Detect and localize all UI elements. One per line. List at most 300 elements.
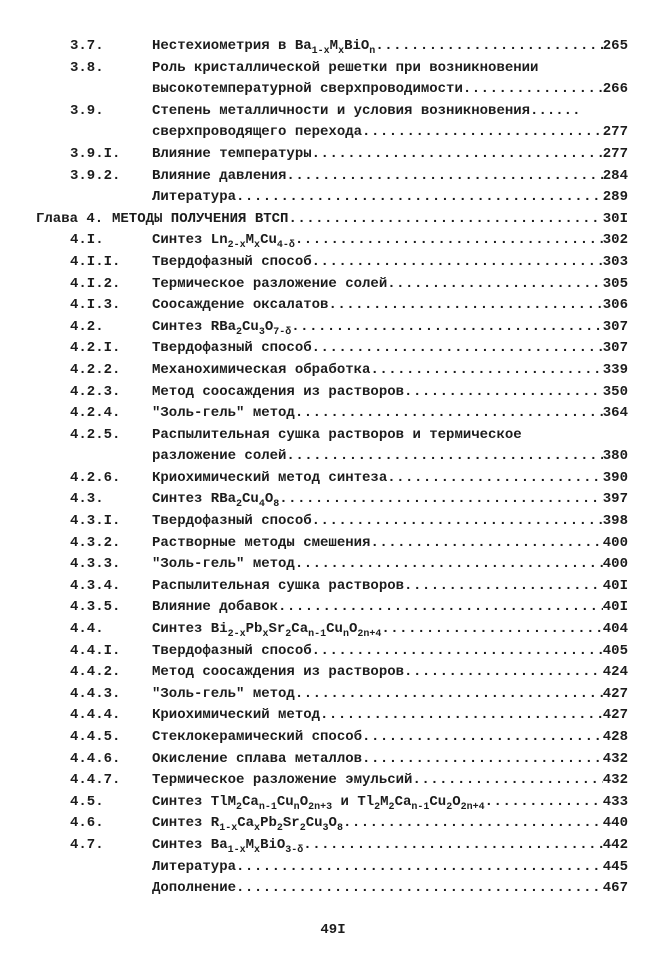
title-text: Cu (242, 318, 259, 335)
formula-subscript: 4-δ (276, 240, 295, 252)
section-title (152, 792, 485, 814)
dot-leader (312, 511, 603, 533)
chapter-heading (0, 209, 666, 231)
title-text: Синтез Ln (152, 232, 228, 249)
title-text: Pb (260, 815, 277, 832)
section-title (152, 338, 312, 360)
entry-body (152, 58, 628, 80)
dot-leader (362, 727, 603, 749)
entry-body (152, 792, 628, 814)
page-number-ref: 427 (602, 707, 628, 724)
formula-subscript: n (293, 801, 300, 813)
section-number: 4.4. (70, 621, 104, 638)
title-text: Криохимический метод синтеза (152, 469, 388, 486)
entry-body (152, 857, 628, 879)
toc-entry (0, 403, 666, 425)
dot-leader (303, 835, 602, 857)
section-number: 4.2. (70, 318, 104, 335)
dot-leader (370, 360, 602, 382)
dot-leader (286, 166, 602, 188)
page-number-ref: 432 (602, 772, 628, 789)
section-number: 4.4.7. (70, 772, 121, 789)
toc-entry (0, 468, 666, 490)
title-text: O (299, 793, 309, 810)
dot-leader (236, 187, 603, 209)
title-text: Синтез TlM (152, 793, 237, 810)
title-text: сверхпроводящего перехода (152, 124, 363, 141)
title-text: O (264, 491, 274, 508)
toc-entry (0, 684, 666, 706)
formula-subscript: 3 (258, 326, 265, 338)
section-number: 4.3. (70, 491, 104, 508)
section-title (152, 727, 362, 749)
page-number-ref: 350 (602, 383, 628, 400)
page-number-ref: 265 (602, 38, 628, 54)
entry-body (152, 317, 628, 339)
dot-leader (404, 662, 603, 684)
page-number-ref: 442 (602, 836, 628, 853)
formula-subscript: n-1 (308, 629, 327, 641)
entry-body (152, 511, 628, 533)
toc-entry (0, 489, 666, 511)
dot-leader (381, 619, 602, 641)
entry-body (152, 338, 628, 360)
section-number: 4.4.6. (70, 750, 121, 767)
page-number-ref: 284 (602, 167, 628, 184)
section-number: 4.4.3. (70, 685, 121, 702)
title-text: BiO (260, 836, 286, 853)
section-title (152, 144, 312, 166)
formula-subscript: 8 (336, 823, 343, 835)
title-text: M (329, 38, 339, 54)
entry-body (152, 166, 628, 188)
page-number-ref: 302 (602, 232, 628, 249)
entry-body (152, 727, 628, 749)
title-text: Cu (326, 621, 343, 638)
formula-subscript: 2n+4 (357, 629, 382, 641)
page-number-ref: 307 (602, 318, 628, 335)
entry-body (152, 382, 628, 404)
title-text: Cu (276, 793, 294, 810)
page-number-ref: 433 (602, 793, 628, 810)
section-title (152, 425, 522, 447)
page-number-ref: 277 (602, 145, 628, 162)
section-number: 4.2.3. (70, 383, 121, 400)
section-number: 4.I.2. (70, 275, 121, 292)
entry-body (152, 662, 628, 684)
section-title (152, 58, 538, 80)
section-number: 4.I.I. (70, 253, 121, 270)
dot-leader (320, 705, 603, 727)
formula-subscript: 2n+4 (460, 801, 485, 813)
dot-leader (362, 749, 603, 771)
title-text: Sr (268, 621, 286, 638)
page-number-ref: 390 (602, 469, 628, 486)
page-number-ref: 400 (602, 534, 628, 551)
title-text: Твердофазный способ (152, 642, 312, 659)
title-text: Ca (237, 815, 255, 832)
title-text: Ca (242, 793, 259, 810)
section-number: 4.4.4. (70, 707, 121, 724)
title-text: Окисление сплава металлов (152, 750, 363, 767)
formula-subscript: n (342, 629, 349, 641)
entry-body (152, 705, 628, 727)
section-number: 4.2.5. (70, 426, 121, 443)
page-number-ref: 40I (602, 577, 628, 594)
formula-subscript: n (369, 46, 376, 57)
section-title (152, 468, 387, 490)
section-number: 4.I. (70, 232, 104, 249)
dot-leader (288, 209, 602, 231)
formula-subscript: 2 (276, 823, 283, 835)
page-number-ref: 400 (602, 556, 628, 573)
section-title (152, 36, 375, 58)
section-title (152, 705, 320, 727)
dot-leader (236, 857, 603, 879)
section-title (152, 511, 312, 533)
section-title (152, 835, 303, 857)
page-number-ref: 364 (602, 405, 628, 422)
page-number-ref: 339 (602, 361, 628, 378)
page-number-ref: 467 (602, 880, 628, 897)
title-text: Механохимическая обработка (152, 361, 371, 378)
toc-entry (0, 79, 666, 101)
title-text: Твердофазный способ (152, 513, 312, 530)
entry-body (152, 576, 628, 598)
entry-body (152, 468, 628, 490)
title-text: Метод соосаждения из растворов (152, 664, 405, 681)
section-number: 4.2.2. (70, 361, 121, 378)
toc-entry (0, 554, 666, 576)
entry-body (152, 813, 628, 835)
toc-entry (0, 101, 666, 123)
dot-leader (485, 792, 603, 814)
toc-entry (0, 727, 666, 749)
formula-subscript: 2-x (227, 629, 246, 641)
chapter-label: Глава 4. (36, 210, 104, 227)
formula-subscript: 7-δ (273, 326, 292, 338)
formula-subscript: 2 (374, 801, 381, 813)
title-text: Стеклокерамический способ (152, 729, 363, 745)
dot-leader (286, 446, 602, 468)
title-text: Термическое разложение эмульсий (152, 772, 413, 789)
title-text: Pb (245, 621, 263, 638)
toc-entry (0, 252, 666, 274)
title-text: Ca (291, 621, 309, 638)
section-title (152, 684, 295, 706)
section-title (152, 79, 463, 101)
dot-leader (312, 252, 603, 274)
toc-entry (0, 274, 666, 296)
title-text: M (245, 836, 255, 853)
section-title (152, 576, 404, 598)
formula-subscript: 2 (299, 823, 306, 835)
toc-entry (0, 835, 666, 857)
toc-entry (0, 878, 666, 900)
dot-leader (404, 382, 603, 404)
section-title (152, 662, 404, 684)
title-text: Твердофазный способ (152, 253, 312, 270)
title-text: Степень металличности и условия возникновения...... (152, 102, 581, 119)
entry-body (152, 252, 628, 274)
section-title (152, 252, 312, 274)
title-text: Влияние добавок (152, 599, 279, 616)
entry-body (152, 597, 628, 619)
title-text: Cu (305, 815, 323, 832)
title-text: Дополнение (152, 880, 237, 897)
title-text: Соосаждение оксалатов (152, 297, 329, 314)
formula-subscript: 2 (285, 629, 292, 641)
title-text: Cu (242, 491, 259, 508)
page-number-ref: 427 (602, 685, 628, 702)
toc-entry (0, 230, 666, 252)
section-title (152, 489, 279, 511)
entry-body (152, 274, 628, 296)
title-text: Распылительная сушка растворов (152, 577, 405, 594)
title-text: O (452, 793, 461, 810)
formula-subscript: n-1 (411, 801, 430, 813)
section-number: 3.8. (70, 59, 104, 76)
dot-leader (236, 878, 603, 900)
toc-entry (0, 857, 666, 879)
title-text: Синтез Bi (152, 621, 228, 638)
section-number: 4.2.I. (70, 340, 121, 357)
dot-leader (295, 684, 603, 706)
toc-entry (0, 597, 666, 619)
formula-subscript: 2 (446, 801, 453, 813)
page-number-ref: 405 (602, 642, 628, 659)
section-number: 4.3.3. (70, 556, 121, 573)
page-number-ref: 428 (602, 729, 628, 745)
title-text: Метод соосаждения из растворов (152, 383, 405, 400)
section-title (152, 597, 278, 619)
section-title (152, 122, 362, 144)
page-number-ref: 305 (602, 275, 628, 292)
section-number: 4.5. (70, 793, 104, 810)
toc-entry (0, 813, 666, 835)
section-title (152, 554, 295, 576)
entry-body (112, 209, 628, 231)
section-title (152, 230, 295, 252)
dot-leader (295, 554, 603, 576)
page-number-ref: 380 (602, 448, 628, 465)
section-title (152, 813, 343, 835)
formula-subscript: x (254, 844, 261, 856)
formula-subscript: x (254, 240, 261, 252)
dot-leader (343, 813, 603, 835)
section-title (152, 641, 312, 663)
entry-body (152, 122, 628, 144)
entry-body (152, 749, 628, 771)
entry-body (152, 835, 628, 857)
page-number-ref: 398 (602, 513, 628, 530)
title-text: Влияние давления (152, 167, 287, 184)
toc-entry (0, 122, 666, 144)
dot-leader (375, 36, 602, 58)
title-text: Синтез RBa (152, 491, 237, 508)
title-text: "Золь-гель" метод (152, 556, 295, 573)
section-number: 4.7. (70, 836, 104, 853)
toc-entry (0, 533, 666, 555)
page-number: 49I (320, 922, 346, 938)
page-number-ref: 30I (602, 210, 628, 227)
dot-leader (312, 338, 603, 360)
section-title (152, 317, 291, 339)
section-title (152, 403, 295, 425)
title-text: Термическое разложение солей (152, 275, 388, 292)
entry-body (152, 878, 628, 900)
entry-body (152, 360, 628, 382)
title-text: Растворные методы смешения (152, 534, 371, 551)
section-title (152, 857, 236, 879)
dot-leader (404, 576, 603, 598)
formula-subscript: 2 (388, 801, 395, 813)
dot-leader (279, 489, 603, 511)
toc-entry (0, 705, 666, 727)
toc-entry (0, 792, 666, 814)
title-text: Синтез R (152, 815, 220, 832)
formula-subscript: 2 (236, 326, 243, 338)
toc-entry (0, 338, 666, 360)
title-text: Распылительная сушка растворов и термическое (152, 426, 522, 443)
section-title (152, 749, 362, 771)
toc-entry (0, 317, 666, 339)
formula-subscript: 1-x (219, 823, 238, 835)
section-number: 4.4.5. (70, 729, 121, 745)
section-number: 4.4.2. (70, 664, 121, 681)
page-number-ref: 306 (602, 297, 628, 314)
section-title (152, 101, 580, 123)
dot-leader (312, 144, 603, 166)
entry-body (152, 230, 628, 252)
toc-entry (0, 641, 666, 663)
section-number: 4.I.3. (70, 297, 121, 314)
title-text: Нестехиометрия в Ba (152, 38, 312, 54)
section-number: 3.9.I. (70, 145, 121, 162)
formula-subscript: x (254, 823, 261, 835)
section-number: 4.2.4. (70, 405, 121, 422)
formula-subscript: 3-δ (285, 844, 304, 856)
section-title (152, 533, 370, 555)
toc-entry (0, 36, 666, 58)
entry-body (152, 295, 628, 317)
entry-body (152, 619, 628, 641)
section-title (152, 187, 236, 209)
title-text: "Золь-гель" метод (152, 405, 295, 422)
title-text: Cu (260, 232, 277, 249)
dot-leader (278, 597, 603, 619)
table-of-contents (0, 36, 666, 900)
dot-leader (412, 770, 602, 792)
section-title (152, 360, 370, 382)
dot-leader (312, 641, 603, 663)
title-text: M (380, 793, 389, 810)
toc-entry (0, 446, 666, 468)
section-title (152, 382, 404, 404)
toc-entry (0, 144, 666, 166)
section-title (152, 878, 236, 900)
page-number-ref: 432 (602, 750, 628, 767)
toc-entry (0, 360, 666, 382)
title-text: Твердофазный способ (152, 340, 312, 357)
formula-subscript: 4 (258, 499, 265, 511)
section-number: 4.6. (70, 815, 104, 832)
section-number: 4.2.6. (70, 469, 121, 486)
toc-entry (0, 576, 666, 598)
section-title (152, 770, 412, 792)
section-title (152, 295, 328, 317)
toc-entry (0, 295, 666, 317)
formula-subscript: 1-x (227, 844, 246, 856)
toc-entry (0, 58, 666, 80)
page-number-ref: 440 (602, 815, 628, 832)
title-text: Криохимический метод (152, 707, 321, 724)
section-title (152, 274, 387, 296)
entry-body (152, 554, 628, 576)
entry-body (152, 770, 628, 792)
section-number: 3.7. (70, 38, 104, 54)
dot-leader (328, 295, 602, 317)
title-text: Синтез Ba (152, 836, 228, 853)
dot-leader (370, 533, 602, 555)
section-title (152, 619, 381, 641)
entry-body (152, 144, 628, 166)
title-text: Синтез RBa (152, 318, 237, 335)
title-text: Cu (429, 793, 447, 810)
page-number-ref: 266 (602, 81, 628, 98)
section-title (152, 446, 286, 468)
page-number-ref: 303 (602, 253, 628, 270)
formula-subscript: 3 (322, 823, 329, 835)
title-text: "Золь-гель" метод (152, 685, 295, 702)
section-number: 4.3.4. (70, 577, 121, 594)
section-title (152, 166, 286, 188)
section-number: 4.3.5. (70, 599, 121, 616)
entry-body (152, 187, 628, 209)
title-text: высокотемпературной сверхпроводимости (152, 81, 463, 98)
title-text: O (264, 318, 274, 335)
title-text: МЕТОДЫ ПОЛУЧЕНИЯ ВТСП (112, 210, 289, 227)
title-text: Литература (152, 858, 237, 875)
page-number-ref: 277 (602, 124, 628, 141)
toc-entry (0, 187, 666, 209)
formula-subscript: x (338, 46, 345, 57)
title-text: Литература (152, 189, 237, 206)
title-text: O (348, 621, 358, 638)
entry-body (152, 101, 628, 123)
formula-subscript: 2 (236, 801, 243, 813)
section-number: 3.9.2. (70, 167, 121, 184)
page-number-ref: 445 (602, 858, 628, 875)
title-text: разложение солей (152, 448, 287, 465)
toc-entry (0, 619, 666, 641)
formula-subscript: 2n+3 (308, 801, 333, 813)
dot-leader (362, 122, 603, 144)
dot-leader (295, 403, 603, 425)
entry-body (152, 641, 628, 663)
toc-entry (0, 425, 666, 447)
entry-body (152, 425, 628, 447)
title-text: Влияние температуры (152, 145, 312, 162)
page-number-ref: 424 (602, 664, 628, 681)
entry-body (152, 79, 628, 101)
section-title (112, 209, 288, 231)
section-number: 4.3.2. (70, 534, 121, 551)
title-text: O (328, 815, 337, 832)
toc-entry (0, 662, 666, 684)
entry-body (152, 684, 628, 706)
toc-entry (0, 770, 666, 792)
